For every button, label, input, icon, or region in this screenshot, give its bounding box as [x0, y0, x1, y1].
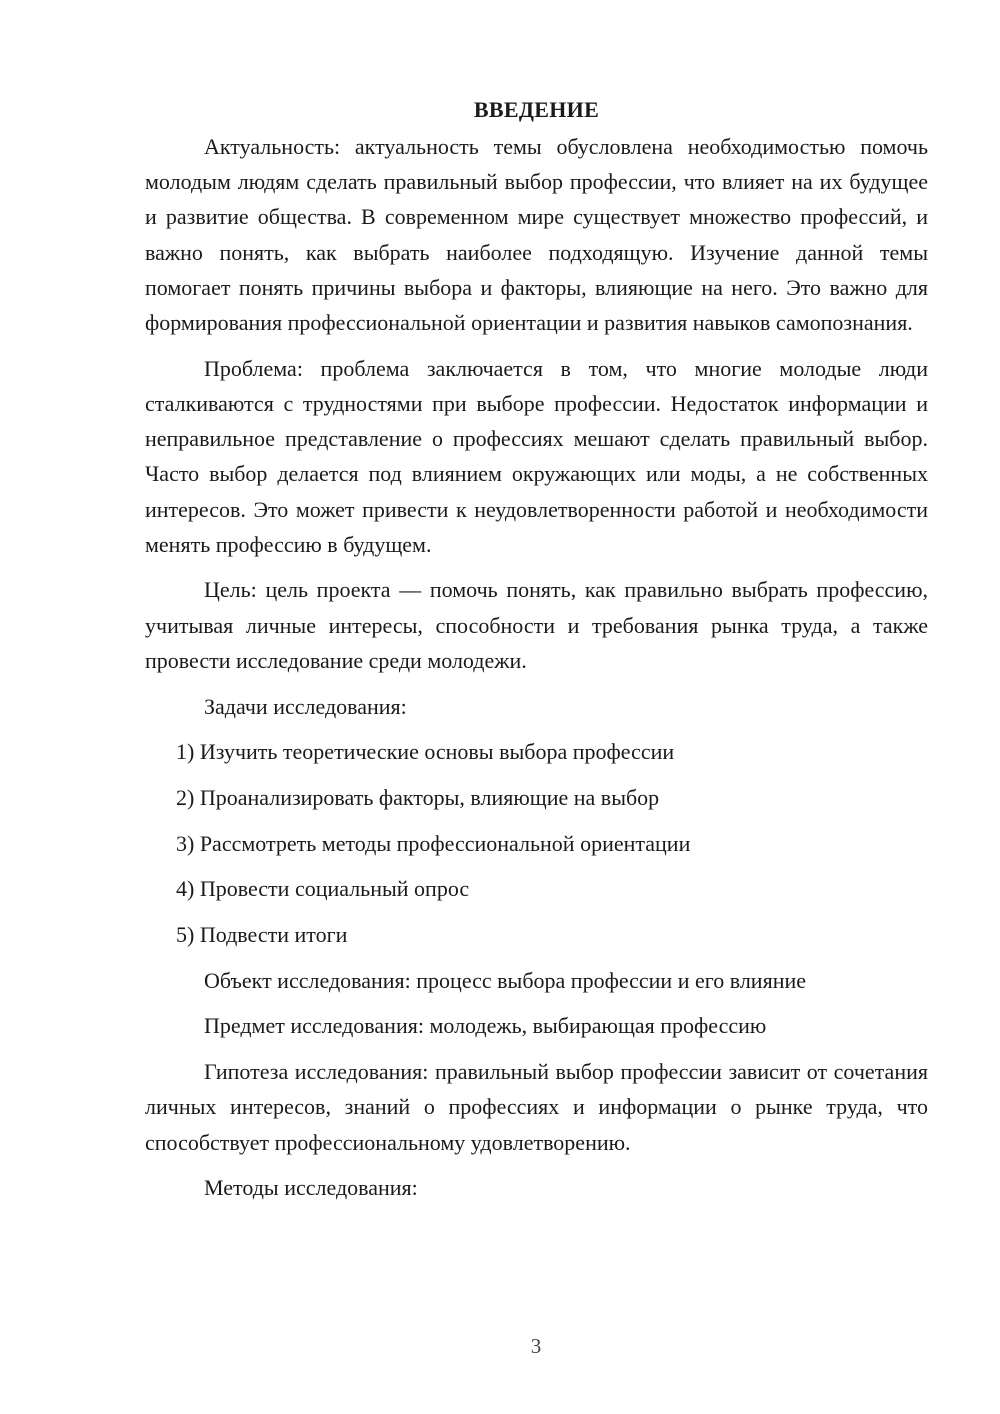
document-page [145, 92, 928, 1216]
page-number: 3 [530, 1334, 542, 1358]
relevance-paragraph: Актуальность: актуальность темы обусловлена необходимостью помочь молодым людям сделать правильный выбор профессии, что влияет на их будущее и развитие общества. В современном мире существует множество профессий, и важно понять, как выбрать наиболее подходящую. Изучение данной темы помогает понять причины выбора и факторы, влияющие на него. Это важно для формирования профессиональной ориентации и развития навыков самопознания. [145, 134, 928, 336]
research-object: Объект исследования: процесс выбора профессии и его влияние [204, 967, 807, 993]
list-item: 5) Подвести итоги [176, 922, 348, 948]
tasks-list [145, 734, 928, 952]
tasks-heading: Задачи исследования: [204, 693, 407, 719]
methods-heading: Методы исследования: [204, 1175, 418, 1201]
list-item: 4) Провести социальный опрос [176, 876, 470, 902]
problem-paragraph: Проблема: проблема заключается в том, что многие молодые люди сталкиваются с трудностями при выборе профессии. Недостаток информации и неправильное представление о профессиях мешают сделать правильный выбор. Часто выбор делается под влиянием окружающих или моды, а не собственных интересов. Это может привести к неудовлетворенности работой и необходимости менять профессию в будущем. [145, 355, 928, 557]
goal-paragraph: Цель: цель проекта — помочь понять, как правильно выбрать профессию, учитывая личные интересы, способности и требования рынка труда, а также провести исследование среди молодежи. [145, 577, 928, 673]
hypothesis-paragraph: Гипотеза исследования: правильный выбор профессии зависит от сочетания личных интересов, знаний о профессиях и информации о рынке труда, что способствует профессиональному удовлетворению. [145, 1059, 928, 1155]
research-subject: Предмет исследования: молодежь, выбирающая профессию [204, 1013, 767, 1039]
list-item: 2) Проанализировать факторы, влияющие на выбор [176, 784, 660, 810]
list-item: 3) Рассмотреть методы профессиональной ориентации [176, 830, 691, 856]
list-item: 1) Изучить теоретические основы выбора профессии [176, 739, 675, 765]
page-title: ВВЕДЕНИЕ [473, 97, 600, 122]
